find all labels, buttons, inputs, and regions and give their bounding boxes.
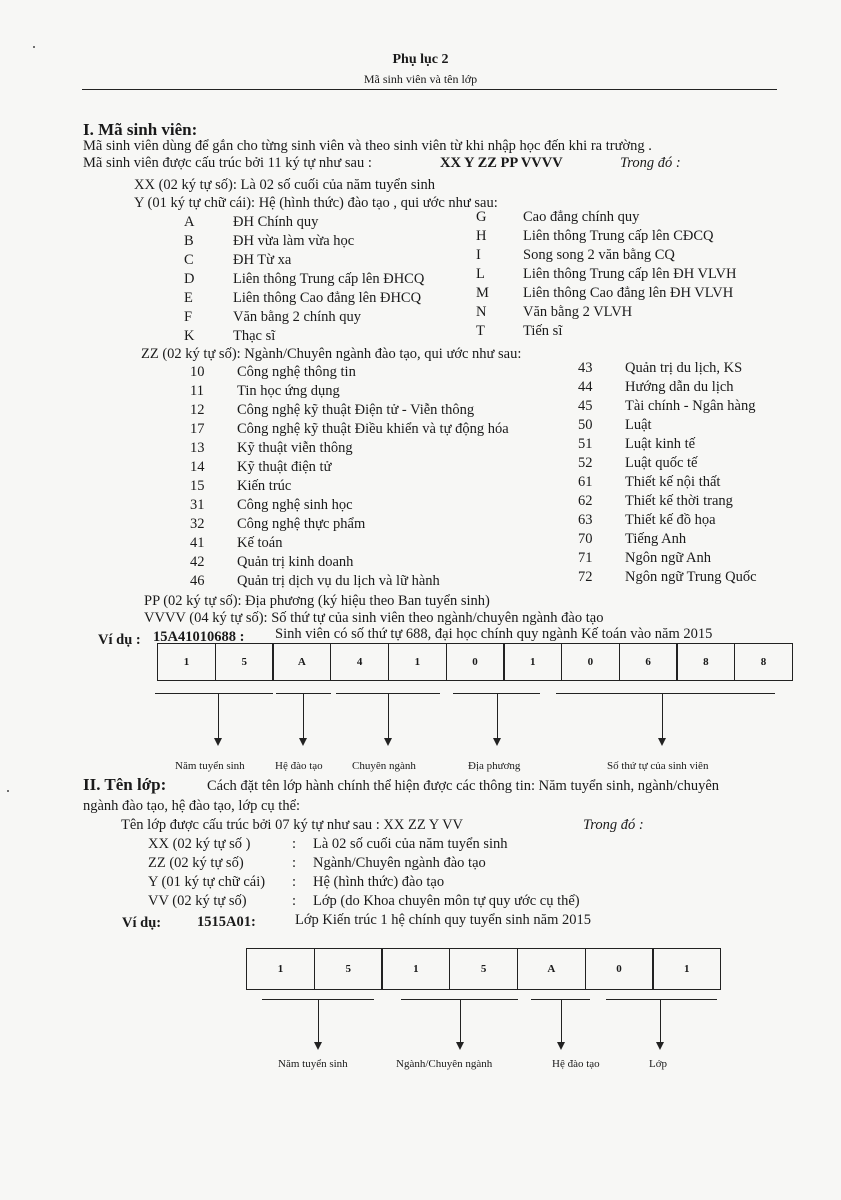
pointer-line (460, 1000, 461, 1043)
arrow-down-icon (314, 1042, 322, 1050)
field-label: Hệ đào tạo (552, 1058, 600, 1070)
class-field-sep: : (292, 893, 297, 909)
major-label: Quản trị du lịch, KS (625, 360, 743, 376)
example2-code: 1515A01: (197, 914, 256, 930)
major-label: Tài chính - Ngân hàng (625, 398, 756, 414)
major-code: 52 (578, 455, 593, 471)
example1-desc: Sinh viên có số thứ tự 688, đại học chính quy ngành Kế toán vào năm 2015 (275, 626, 713, 642)
pointer-line (218, 694, 219, 739)
program-type-label: Liên thông Trung cấp lên CĐCQ (523, 228, 714, 244)
class-field-code: ZZ (02 ký tự số) (148, 855, 244, 871)
program-type-code: H (476, 228, 487, 244)
class-field-sep: : (292, 855, 297, 871)
major-label: Thiết kế đồ họa (625, 512, 716, 528)
example2-desc: Lớp Kiến trúc 1 hệ chính quy tuyển sinh năm 2015 (295, 912, 592, 928)
major-code: 12 (190, 402, 205, 418)
arrow-down-icon (658, 738, 666, 746)
major-label: Công nghệ kỹ thuật Điều khiển và tự động hóa (237, 421, 509, 437)
class-field-sep: : (292, 836, 297, 852)
code-box: 1 (381, 948, 450, 990)
program-type-code: E (184, 290, 193, 306)
example2-label: Ví dụ: (122, 915, 162, 931)
program-type-code: L (476, 266, 485, 282)
program-type-code: B (184, 233, 194, 249)
program-type-label: Liên thông Cao đẳng lên ĐHCQ (233, 290, 422, 306)
program-type-code: I (476, 247, 481, 263)
major-code: 51 (578, 436, 593, 452)
major-code: 44 (578, 379, 593, 395)
program-type-label: ĐH Chính quy (233, 214, 319, 230)
arrow-down-icon (384, 738, 392, 746)
arrow-down-icon (456, 1042, 464, 1050)
major-code: 32 (190, 516, 205, 532)
program-type-code: N (476, 304, 487, 320)
pointer-line (561, 1000, 562, 1043)
section1-heading: I. Mã sinh viên: (83, 120, 198, 139)
major-code: 63 (578, 512, 593, 528)
y-definition: Y (01 ký tự chữ cái): Hệ (hình thức) đào tạo , qui ước như sau: (134, 195, 498, 211)
class-field-desc: Ngành/Chuyên ngành đào tạo (313, 855, 486, 871)
code-box: 6 (619, 643, 678, 681)
major-label: Công nghệ thông tin (237, 364, 356, 380)
field-label: Hệ đào tạo (275, 760, 323, 772)
group-underline (556, 693, 775, 694)
scan-speck (33, 46, 35, 48)
major-code: 14 (190, 459, 205, 475)
appendix-subtitle: Mã sinh viên và tên lớp (363, 72, 478, 86)
code-box: 8 (676, 643, 735, 681)
class-field-code: Y (01 ký tự chữ cái) (148, 874, 266, 890)
field-label: Năm tuyển sinh (175, 760, 245, 772)
major-code: 41 (190, 535, 205, 551)
major-label: Thiết kế nội thất (625, 474, 721, 490)
major-code: 45 (578, 398, 593, 414)
major-code: 13 (190, 440, 205, 456)
pointer-line (662, 694, 663, 739)
code-box: A (517, 948, 586, 990)
section2-structure-text: Tên lớp được cấu trúc bởi 07 ký tự như sau : XX ZZ Y VV (121, 817, 464, 833)
program-type-label: ĐH vừa làm vừa học (233, 233, 355, 249)
class-name-boxes (246, 948, 721, 990)
arrow-down-icon (214, 738, 222, 746)
field-label: Lớp (649, 1058, 668, 1070)
arrow-down-icon (493, 738, 501, 746)
code-box: 1 (157, 643, 216, 681)
section2-intro-1: Cách đặt tên lớp hành chính thể hiện được các thông tin: Năm tuyển sinh, ngành/chuyên (207, 778, 720, 794)
code-box: A (272, 643, 331, 681)
zz-definition: ZZ (02 ký tự số): Ngành/Chuyên ngành đào tạo, qui ước như sau: (141, 346, 522, 362)
major-label: Tiếng Anh (625, 531, 687, 547)
vvvv-definition: VVVV (04 ký tự số): Số thứ tự của sinh viên theo ngành/chuyên ngành đào tạo (144, 610, 604, 626)
field-label: Địa phương (468, 760, 521, 772)
pointer-line (660, 1000, 661, 1043)
major-code: 17 (190, 421, 205, 437)
major-label: Công nghệ thực phẩm (237, 516, 366, 532)
code-box: 8 (734, 643, 793, 681)
major-label: Ngôn ngữ Anh (625, 550, 712, 566)
major-code: 31 (190, 497, 205, 513)
pointer-line (388, 694, 389, 739)
code-box: 1 (503, 643, 562, 681)
major-label: Kiến trúc (237, 478, 292, 494)
section1-structure-text: Mã sinh viên được cấu trúc bởi 11 ký tự như sau : (83, 155, 372, 171)
major-label: Kế toán (237, 535, 283, 551)
program-type-label: Song song 2 văn bằng CQ (523, 247, 675, 263)
code-box: 0 (585, 948, 654, 990)
major-code: 11 (190, 383, 204, 399)
field-label: Năm tuyển sinh (278, 1058, 348, 1070)
group-underline (155, 693, 273, 694)
pointer-line (318, 1000, 319, 1043)
major-code: 61 (578, 474, 593, 490)
program-type-label: Văn bằng 2 chính quy (233, 309, 362, 325)
major-code: 70 (578, 531, 593, 547)
program-type-label: Cao đẳng chính quy (523, 209, 640, 225)
arrow-down-icon (299, 738, 307, 746)
major-code: 72 (578, 569, 593, 585)
arrow-down-icon (656, 1042, 664, 1050)
program-type-label: Liên thông Trung cấp lên ĐHCQ (233, 271, 425, 287)
pointer-line (497, 694, 498, 739)
code-box: 5 (215, 643, 274, 681)
section1-trong-do: Trong đó : (620, 155, 681, 171)
major-code: 10 (190, 364, 205, 380)
group-underline (606, 999, 717, 1000)
major-code: 62 (578, 493, 593, 509)
student-id-boxes (157, 643, 793, 681)
section1-structure-code: XX Y ZZ PP VVVV (440, 155, 563, 171)
major-label: Quản trị kinh doanh (237, 554, 354, 570)
pointer-line (303, 694, 304, 739)
example1-label: Ví dụ : (98, 632, 141, 648)
program-type-code: A (184, 214, 195, 230)
program-type-code: M (476, 285, 489, 301)
xx-definition: XX (02 ký tự số): Là 02 số cuối của năm tuyển sinh (134, 177, 436, 193)
class-field-desc: Hệ (hình thức) đào tạo (313, 874, 445, 890)
program-type-code: D (184, 271, 195, 287)
major-code: 42 (190, 554, 205, 570)
code-box: 5 (314, 948, 383, 990)
major-label: Luật kinh tế (625, 436, 696, 452)
section2-intro-2: ngành đào tạo, hệ đào tạo, lớp cụ thể: (83, 798, 301, 814)
major-label: Quản trị dịch vụ du lịch và lữ hành (237, 573, 440, 589)
scan-speck (7, 790, 9, 792)
program-type-code: G (476, 209, 487, 225)
class-field-sep: : (292, 874, 297, 890)
code-box: 4 (330, 643, 389, 681)
program-type-label: Thạc sĩ (233, 328, 276, 344)
section2-heading: II. Tên lớp: (83, 775, 167, 794)
program-type-label: Liên thông Trung cấp lên ĐH VLVH (523, 266, 737, 282)
program-type-label: Văn bằng 2 VLVH (523, 304, 633, 320)
major-code: 15 (190, 478, 205, 494)
code-box: 0 (446, 643, 505, 681)
program-type-code: T (476, 323, 485, 339)
code-box: 1 (246, 948, 315, 990)
major-label: Luật (625, 417, 652, 433)
major-label: Ngôn ngữ Trung Quốc (625, 569, 757, 585)
pp-definition: PP (02 ký tự số): Địa phương (ký hiệu theo Ban tuyển sinh) (144, 593, 490, 609)
major-code: 43 (578, 360, 593, 376)
section1-intro: Mã sinh viên dùng để gắn cho từng sinh viên và theo sinh viên từ khi nhập học đến khi ra trường . (83, 138, 652, 154)
major-code: 50 (578, 417, 593, 433)
program-type-label: ĐH Từ xa (233, 252, 292, 268)
header-rule (82, 89, 777, 90)
major-code: 46 (190, 573, 205, 589)
program-type-label: Tiến sĩ (523, 323, 563, 339)
section2-trong-do: Trong đó : (583, 817, 644, 833)
arrow-down-icon (557, 1042, 565, 1050)
program-type-code: F (184, 309, 193, 325)
code-box: 5 (449, 948, 518, 990)
field-label: Số thứ tự của sinh viên (607, 760, 709, 772)
appendix-title: Phụ lục 2 (392, 52, 449, 67)
program-type-label: Liên thông Cao đẳng lên ĐH VLVH (523, 285, 734, 301)
major-label: Hướng dẫn du lịch (625, 379, 734, 395)
program-type-code: C (184, 252, 194, 268)
major-label: Công nghệ sinh học (237, 497, 353, 513)
field-label: Ngành/Chuyên ngành (396, 1058, 493, 1070)
class-field-desc: Lớp (do Khoa chuyên môn tự quy ước cụ thể) (313, 893, 580, 909)
major-code: 71 (578, 550, 593, 566)
major-label: Kỹ thuật viễn thông (237, 440, 353, 456)
class-field-code: VV (02 ký tự số) (148, 893, 247, 909)
major-label: Luật quốc tế (625, 455, 698, 471)
major-label: Kỹ thuật điện tử (237, 459, 332, 475)
major-label: Công nghệ kỹ thuật Điện tử - Viễn thông (237, 402, 475, 418)
program-type-code: K (184, 328, 195, 344)
major-label: Thiết kế thời trang (625, 493, 733, 509)
class-field-code: XX (02 ký tự số ) (148, 836, 251, 852)
field-label: Chuyên ngành (352, 760, 416, 772)
code-box: 1 (652, 948, 721, 990)
major-label: Tin học ứng dụng (237, 383, 340, 399)
code-box: 0 (561, 643, 620, 681)
code-box: 1 (388, 643, 447, 681)
example1-code: 15A41010688 : (153, 629, 245, 645)
class-field-desc: Là 02 số cuối của năm tuyển sinh (313, 836, 508, 852)
